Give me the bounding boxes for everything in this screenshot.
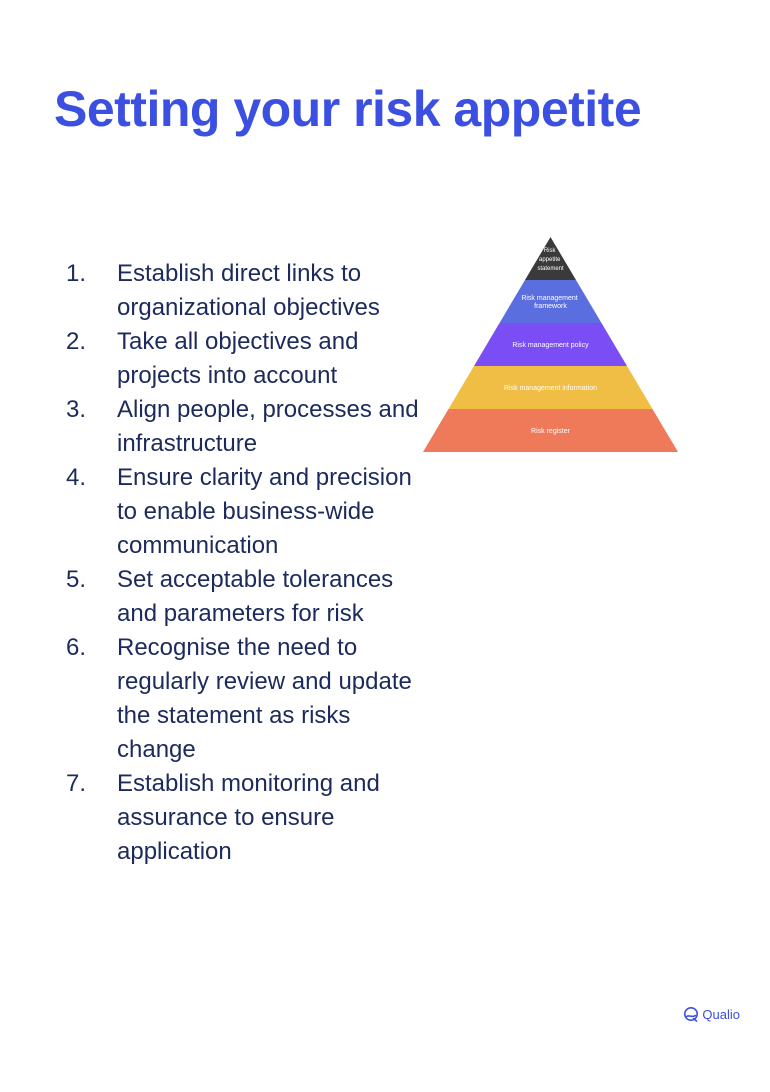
pyramid-label-appetite-statement: Risk appetite statement [537,248,564,272]
risk-pyramid-diagram [423,237,678,452]
step-text: Establish monitoring and assurance to ensure application [117,770,380,865]
step-number: 2. [65,328,86,355]
list-item [40,563,420,631]
list-item [40,393,420,461]
step-number: 6. [65,634,86,661]
list-item [40,257,420,325]
list-item [40,767,420,869]
steps-list [40,257,420,869]
pyramid-label-register: Risk register [531,428,570,435]
qualio-logo-icon [683,1006,699,1022]
pyramid-label-framework: Risk management framework [521,295,578,310]
list-item [40,631,420,767]
qualio-logo [683,1006,740,1022]
pyramid-label-information: Risk management information [504,385,597,392]
list-item [40,461,420,563]
step-number: 4. [65,464,86,491]
step-text: Ensure clarity and precision to enable business-wide communication [117,464,412,559]
step-text: Take all objectives and projects into account [117,328,359,389]
step-text: Align people, processes and infrastructure [117,396,419,457]
logo-text: Qualio [702,1006,740,1022]
step-text: Recognise the need to regularly review and update the statement as risks change [117,634,412,763]
step-number: 1. [65,260,86,287]
step-number: 3. [65,396,86,423]
page-title: Setting your risk appetite [54,81,642,137]
step-number: 7. [65,770,86,797]
step-number: 5. [65,566,86,593]
list-item [40,325,420,393]
step-text: Establish direct links to organizational objectives [117,260,380,321]
step-text: Set acceptable tolerances and parameters for risk [117,566,394,627]
pyramid-label-policy: Risk management policy [512,342,589,349]
